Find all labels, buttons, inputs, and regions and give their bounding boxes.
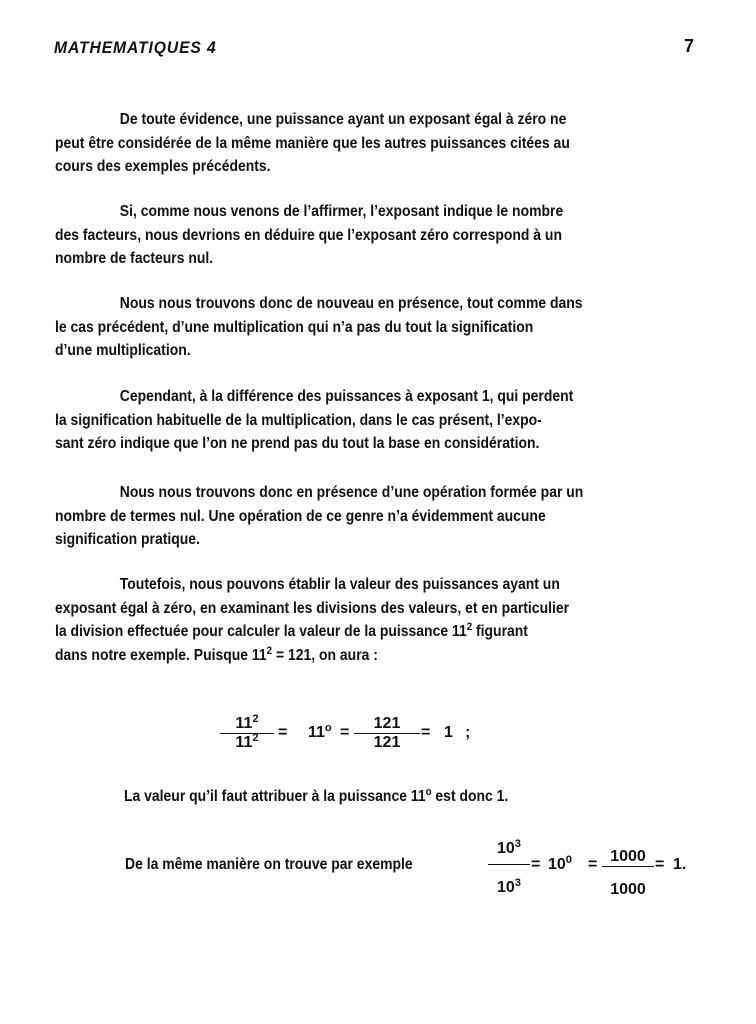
paragraph-line xyxy=(55,620,636,644)
paragraph-line: des facteurs, nous devrions en déduire que l’exposant zéro correspond à un xyxy=(55,226,562,244)
base: 10 xyxy=(496,879,515,896)
exponent: 3 xyxy=(514,837,522,850)
paragraph-line: nombre de facteurs nul. xyxy=(55,250,214,267)
exponent: o xyxy=(324,721,332,734)
ten-power-zero xyxy=(548,853,573,874)
line-text: la division effectuée pour calculer la valeur de la puissance 11 xyxy=(55,623,467,640)
paragraph-line: le cas précédent, d’une multiplication qui n’a pas du tout la signification xyxy=(55,318,534,336)
exponent: 3 xyxy=(514,876,522,889)
paragraph-line: Cependant, à la différence des puissances à exposant 1, qui perdent xyxy=(119,388,574,405)
exponent: 0 xyxy=(565,853,573,866)
base: 11 xyxy=(308,724,325,741)
paragraph-line: la signification habituelle de la multiplication, dans le cas présent, l’expo- xyxy=(55,411,542,429)
exponent: o xyxy=(425,786,432,799)
fraction-121-over-121 xyxy=(354,715,420,752)
line-text: figurant xyxy=(472,623,528,640)
paragraph-line: Si, comme nous venons de l’affirmer, l’exposant indique le nombre xyxy=(119,203,564,220)
running-header-title: MATHEMATIQUES 4 xyxy=(54,38,217,57)
exponent: 2 xyxy=(252,712,259,725)
paragraph-line: sant zéro indique que l’on ne prend pas du tout la base en considération. xyxy=(55,435,540,452)
line-text: La valeur qu’il faut attribuer à la puissance 11 xyxy=(124,788,426,805)
denominator: 1000 xyxy=(610,881,646,898)
semicolon: ; xyxy=(465,724,471,741)
exponent: 2 xyxy=(252,731,259,744)
paragraph-line: peut être considérée de la même manière que les autres puissances citées au xyxy=(55,134,570,152)
equals-sign: = xyxy=(655,856,665,873)
result-value: 1 xyxy=(444,724,453,741)
base: 11 xyxy=(235,734,253,751)
denominator: 121 xyxy=(373,734,401,751)
page-number: 7 xyxy=(684,36,695,56)
equals-sign: = xyxy=(421,724,431,741)
numerator xyxy=(220,712,274,734)
exponent: 2 xyxy=(466,621,473,634)
base: 11 xyxy=(235,715,253,732)
equals-sign: = xyxy=(531,856,541,873)
paragraph-line: signification pratique. xyxy=(55,531,200,548)
denominator xyxy=(220,731,274,752)
paragraph-line: Nous nous trouvons donc de nouveau en présence, tout comme dans xyxy=(119,295,583,312)
paragraph-5 xyxy=(55,481,636,552)
line-text: dans notre exemple. Puisque 11 xyxy=(55,646,267,664)
line-text: = 121, on aura : xyxy=(272,646,378,664)
paragraph-3 xyxy=(55,292,636,363)
numerator: 1000 xyxy=(602,848,654,867)
paragraph-4 xyxy=(55,385,636,456)
equals-sign: = xyxy=(340,724,350,741)
equals-sign: = xyxy=(588,856,598,873)
line-text: est donc 1. xyxy=(431,788,509,805)
denominator xyxy=(488,865,530,897)
paragraph-6 xyxy=(55,573,636,667)
eleven-power-zero xyxy=(308,721,332,742)
paragraph-line: d’une multiplication. xyxy=(55,342,191,359)
equals-sign: = xyxy=(278,724,288,741)
example-text: De la même manière on trouve par exemple xyxy=(125,856,413,873)
paragraph-line: cours des exemples précédents. xyxy=(55,158,271,175)
base: 10 xyxy=(548,856,566,873)
base: 10 xyxy=(496,840,515,857)
paragraph-1 xyxy=(55,108,636,179)
paragraph-line: Nous nous trouvons donc en présence d’une opération formée par un xyxy=(119,484,584,501)
paragraph-line: nombre de termes nul. Une opération de ce genre n’a évidemment aucune xyxy=(55,507,546,525)
conclusion-line xyxy=(124,788,508,806)
paragraph-line: Toutefois, nous pouvons établir la valeur des puissances ayant un xyxy=(119,576,560,593)
fraction-11sq-over-11sq xyxy=(220,712,274,752)
result-value: 1. xyxy=(673,856,687,873)
fraction-1000-over-1000 xyxy=(602,848,654,899)
fraction-10cubed-over-10cubed xyxy=(488,837,530,897)
paragraph-2 xyxy=(55,200,636,271)
paragraph-line: exposant égal à zéro, en examinant les divisions des valeurs, et en particulier xyxy=(55,599,570,617)
exponent: 2 xyxy=(266,644,273,657)
numerator xyxy=(488,837,530,865)
paragraph-line: De toute évidence, une puissance ayant un exposant égal à zéro ne xyxy=(119,111,567,128)
numerator: 121 xyxy=(354,715,420,734)
paragraph-line xyxy=(55,644,636,668)
